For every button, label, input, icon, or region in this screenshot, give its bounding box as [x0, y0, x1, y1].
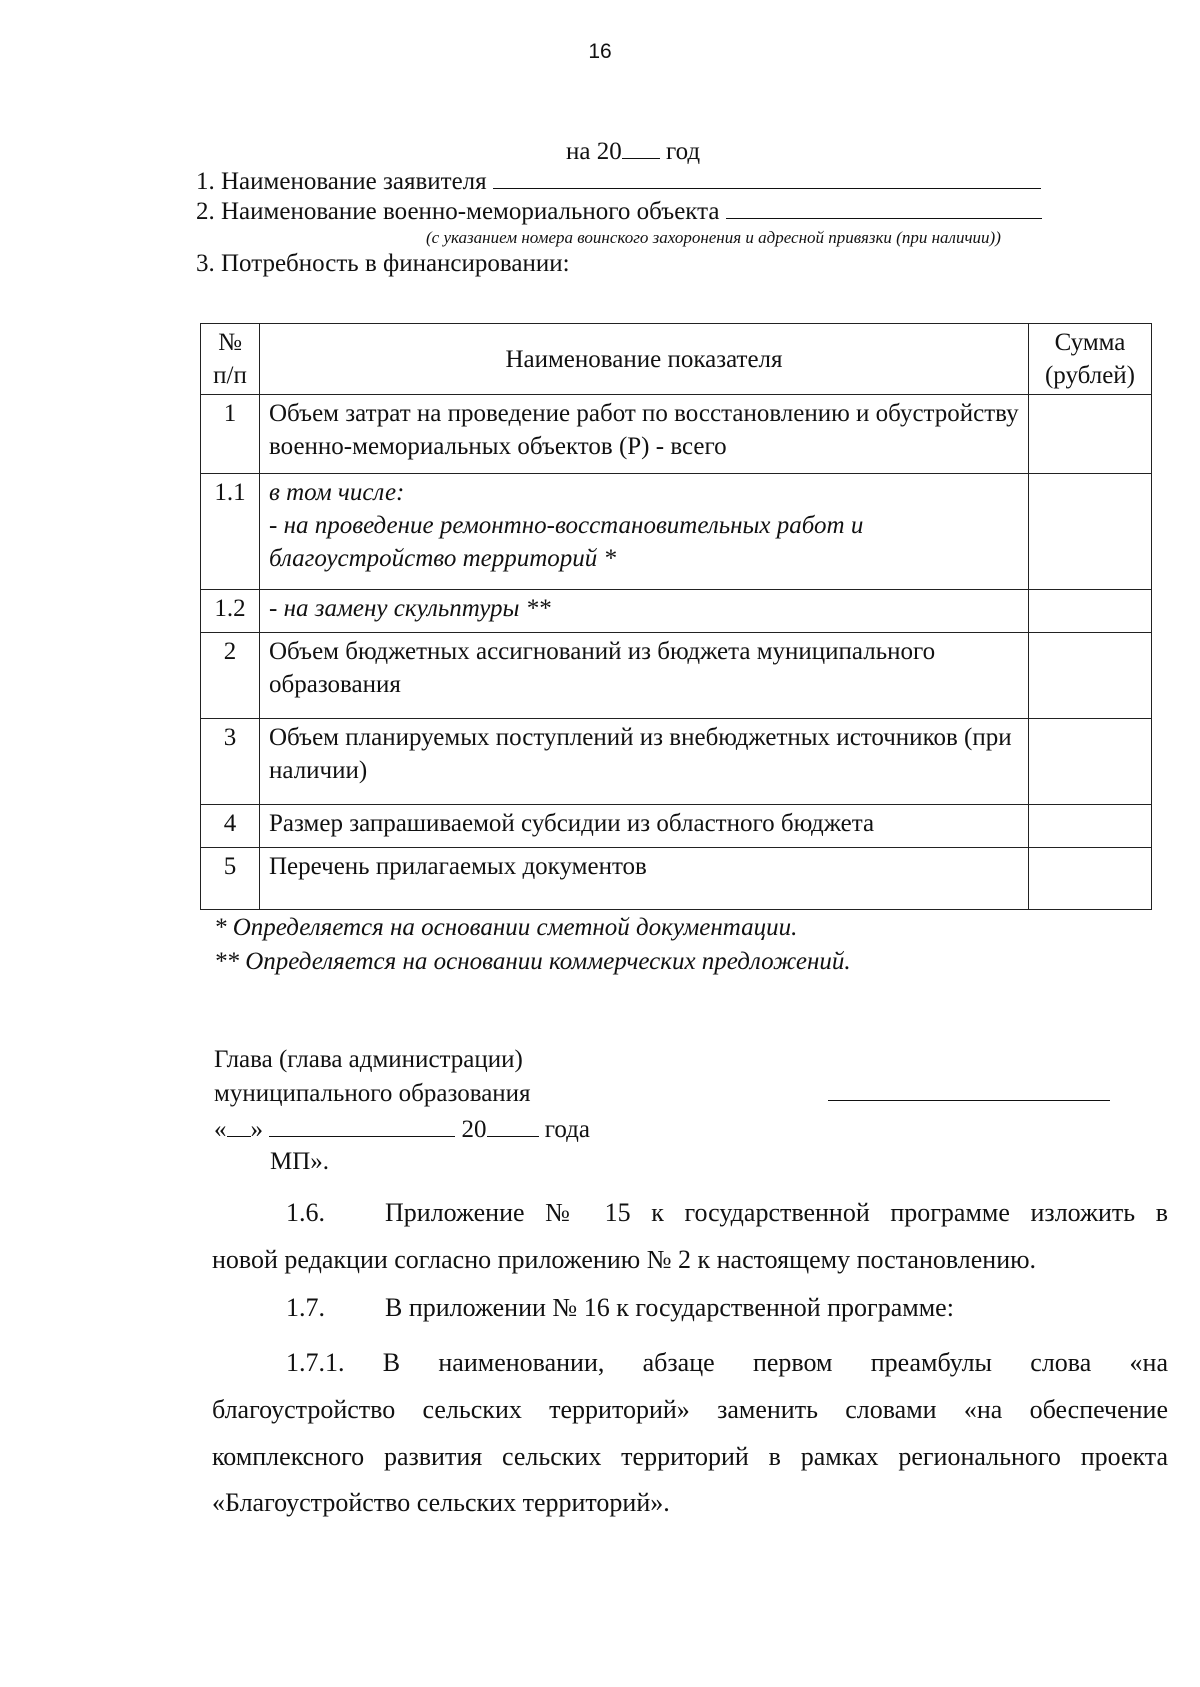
year-prefix: на 20: [566, 138, 622, 165]
table-header-row: [201, 324, 1152, 395]
paragraph-1-6-number: 1.6.: [286, 1198, 325, 1227]
table-row: 3 Объем планируемых поступлений из внебюджетных источников (при наличии): [201, 719, 1152, 805]
signature-line: [828, 1100, 1110, 1101]
year-suffix: год: [665, 138, 701, 165]
signature-title-1: Глава (глава администрации): [214, 1046, 523, 1073]
table-row: 4 Размер запрашиваемой субсидии из областного бюджета: [201, 805, 1152, 848]
applicant-row: [196, 166, 1041, 196]
paragraph-1-6-continuation: новой редакции согласно приложению № 2 к настоящему постановлению.: [212, 1245, 1037, 1274]
page-number: 16: [588, 40, 612, 63]
paragraph-1-6-text: Приложение № 15 к государственной программе изложить в: [385, 1198, 1168, 1227]
applicant-blank: [493, 166, 1041, 189]
paragraph-1-7-number: 1.7.: [286, 1293, 325, 1322]
table-row: 1.1 в том числе: - на проведение ремонтно-восстановительных работ и благоустройство территорий *: [201, 474, 1152, 590]
object-label: 2. Наименование военно-мемориального объекта: [196, 198, 720, 225]
year-heading: [566, 136, 700, 166]
financing-label: 3. Потребность в финансировании:: [196, 250, 570, 277]
financing-table: [200, 323, 1152, 910]
object-blank: [726, 196, 1042, 219]
footnote-commercial: ** Определяется на основании коммерческих предложений.: [214, 948, 851, 975]
object-hint: (с указанием номера воинского захоронения и адресной привязки (при наличии)): [426, 228, 1001, 247]
stamp-label: МП».: [270, 1148, 330, 1175]
object-row: [196, 196, 1042, 226]
table-row: 2 Объем бюджетных ассигнований из бюджета муниципального образования: [201, 633, 1152, 719]
paragraph-1-7-1-line-4: «Благоустройство сельских территорий».: [212, 1488, 670, 1517]
year-blank: [622, 136, 660, 159]
header-sum: Сумма (рублей): [1029, 324, 1152, 395]
paragraph-1-7-1-line-2: благоустройство сельских территорий» заменить словами «на обеспечение: [212, 1395, 1168, 1424]
paragraph-1-7-text: В приложении № 16 к государственной программе:: [385, 1293, 954, 1322]
footnote-estimate: * Определяется на основании сметной документации.: [214, 914, 798, 941]
table-row: 1.2 - на замену скульптуры **: [201, 590, 1152, 633]
paragraph-1-7-1-line-3: комплексного развития сельских территорий в рамках регионального проекта: [212, 1442, 1168, 1471]
signature-date: « » 20 года: [214, 1116, 590, 1143]
table-row: 5 Перечень прилагаемых документов: [201, 848, 1152, 910]
header-num: № п/п: [201, 324, 260, 395]
applicant-label: 1. Наименование заявителя: [196, 168, 487, 195]
signature-title-2: муниципального образования: [214, 1080, 531, 1107]
table-row: 1 Объем затрат на проведение работ по восстановлению и обустройству военно-мемориальных объектов (Р) - всего: [201, 395, 1152, 474]
paragraph-1-7-1-line-1: 1.7.1. В наименовании, абзаце первом преамбулы слова «на: [286, 1348, 1168, 1377]
header-name: Наименование показателя: [260, 324, 1029, 395]
